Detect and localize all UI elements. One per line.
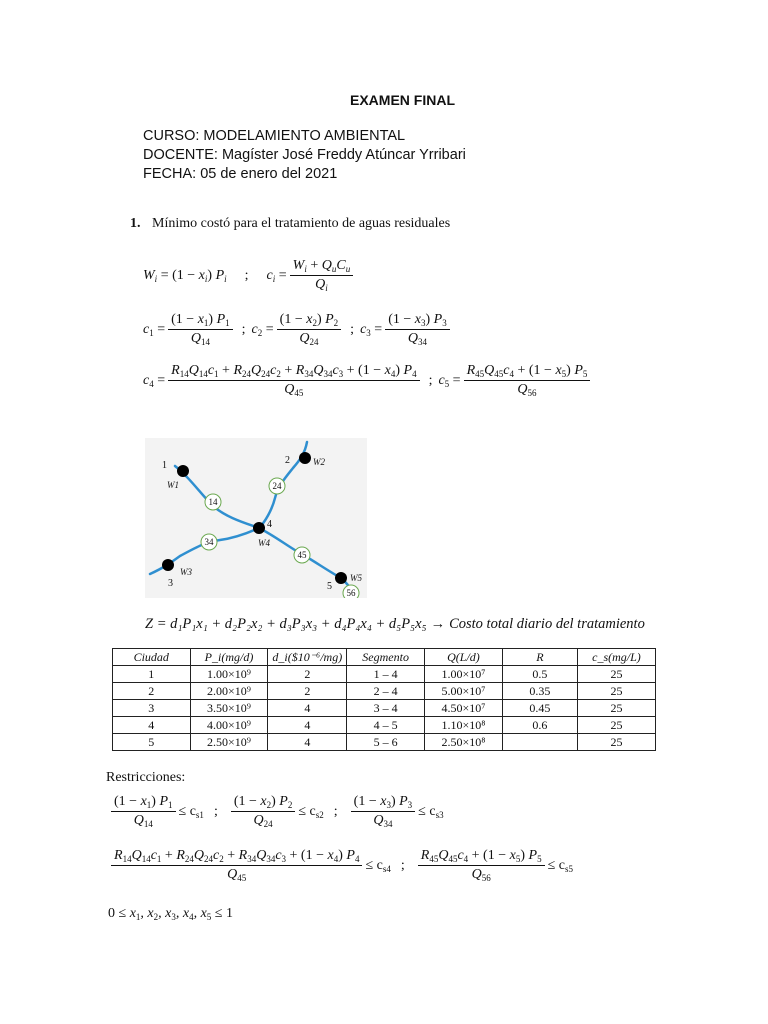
table-cell: 1 – 4 (347, 666, 425, 683)
table-cell: 5 – 6 (347, 734, 425, 751)
node-number-4: 4 (267, 519, 272, 530)
table-row (113, 666, 656, 683)
table-cell: 4 (268, 700, 347, 717)
problem-number: 1. (130, 216, 141, 231)
table-cell: 4.00×10⁹ (190, 717, 268, 734)
table-cell: 0.5 (502, 666, 577, 683)
problem-statement: Mínimo costó para el tratamiento de aguas residuales (152, 216, 451, 231)
table-cell: 1 (113, 666, 191, 683)
table-cell: 3 – 4 (347, 700, 425, 717)
table-cell: 2.50×10⁸ (425, 734, 503, 751)
exam-title: EXAMEN FINAL (350, 92, 455, 108)
restriction-bounds: $0 \le x_1$, $x_2$, $x_3$, $x_4$, $x_5 \le 1$ (108, 906, 233, 922)
segment-label-34: 34 (204, 537, 214, 547)
node-4-marker (253, 522, 265, 534)
table-cell: 25 (577, 666, 655, 683)
node-load-w2: W2 (313, 457, 325, 467)
equation-c1-c2-c3: $c_1$ = $\frac{(1 - x_1) P_1}{Q_{14}}$ ; $c_2$ = $\frac{(1 - x_2) P_2}{Q_{24}}$ ; $c_3$ = $\frac{(1 - x_3) P_3}{Q_{34}}$ (143, 312, 453, 347)
city-data-table (112, 648, 656, 751)
col-r: R (502, 649, 577, 666)
node-number-5: 5 (327, 581, 332, 592)
table-cell: 25 (577, 700, 655, 717)
restriction-row-1: $\frac{(1 - x_1) P_1}{Q_{14}}$ ≤ $c_{s1}$ ; $\frac{(1 - x_2) P_2}{Q_{24}}$ ≤ $c_{s2}$ ; $\frac{(1 - x_3) P_3}{Q_{34}}$ ≤ $c_{s3}$ (108, 794, 444, 829)
table-cell: 25 (577, 734, 655, 751)
objective-lhs: Z = d₁P₁x₁ + d₂P₂x₂ + d₃P₃x₃ + d₄P₄x₄ + d₅P₅x₅ (145, 616, 427, 632)
table-cell: 3.50×10⁹ (190, 700, 268, 717)
segment-label-56: 56 (346, 588, 356, 598)
col-ciudad: Ciudad (113, 649, 191, 666)
table-cell: 4 – 5 (347, 717, 425, 734)
table-cell: 2 – 4 (347, 683, 425, 700)
date-line: FECHA: 05 de enero del 2021 (143, 166, 338, 182)
col-cs: c_s(mg/L) (577, 649, 655, 666)
table-row (113, 683, 656, 700)
table-cell: 1.10×10⁸ (425, 717, 503, 734)
table-cell: 5 (113, 734, 191, 751)
col-flow: Q(L/d) (425, 649, 503, 666)
segment-label-24: 24 (272, 481, 282, 491)
objective-arrow: → (430, 616, 446, 632)
table-cell: 1.00×10⁷ (425, 666, 503, 683)
node-load-w4: W4 (258, 538, 270, 548)
col-cost: d_i($10⁻⁶/mg) (268, 649, 347, 666)
table-cell: 4 (113, 717, 191, 734)
course-line: CURSO: MODELAMIENTO AMBIENTAL (143, 128, 406, 144)
equation-c4-c5: $c_4$ = $\frac{R_{14}Q_{14}c_1 + R_{24}Q_{24}c_2 + R_{34}Q_{34}c_3 + (1 - x_4) P_4}{Q_{45}}$ ; $c_5$ = $\frac{R_{45}Q_{45}c_4 + (1 - x_5) P_5}{Q_{56}}$ (143, 363, 593, 398)
node-1-marker (177, 465, 189, 477)
col-segment: Segmento (347, 649, 425, 666)
table-cell: 4 (268, 734, 347, 751)
table-cell: 25 (577, 717, 655, 734)
node-load-w3: W3 (180, 567, 192, 577)
table-cell: 25 (577, 683, 655, 700)
node-5-marker (335, 572, 347, 584)
objective-description: Costo total diario del tratamiento (449, 616, 645, 632)
objective-function (145, 616, 645, 633)
table-header-row (113, 649, 656, 666)
teacher-line: DOCENTE: Magíster José Freddy Atúncar Yrribari (143, 147, 466, 163)
table-cell: 2 (268, 666, 347, 683)
node-2-marker (299, 452, 311, 464)
table-cell: 2 (268, 683, 347, 700)
node-number-1: 1 (162, 460, 167, 471)
equation-wi-ci: $W_i = (1 - x_i)$ $P_i$ ; $c_i$ = $\frac{W_i + Q_uC_u}{Q_i}$ (143, 258, 356, 293)
table-cell: 4 (268, 717, 347, 734)
segment-label-45: 45 (297, 550, 307, 560)
node-number-2: 2 (285, 455, 290, 466)
table-row (113, 734, 656, 751)
segment-label-14: 14 (208, 497, 218, 507)
table-cell: 0.35 (502, 683, 577, 700)
table-cell: 2.00×10⁹ (190, 683, 268, 700)
table-cell: 4.50×10⁷ (425, 700, 503, 717)
table-row (113, 700, 656, 717)
table-cell: 1.00×10⁹ (190, 666, 268, 683)
table-cell: 0.45 (502, 700, 577, 717)
col-load: P_i(mg/d) (190, 649, 268, 666)
table-cell: 5.00×10⁷ (425, 683, 503, 700)
table-cell: 0.6 (502, 717, 577, 734)
node-load-w5: W5 (350, 573, 362, 583)
restriction-row-2: $\frac{R_{14}Q_{14}c_1 + R_{24}Q_{24}c_2 + R_{34}Q_{34}c_3 + (1 - x_4) P_4}{Q_{45}}$ ≤ $c_{s4}$ ; $\frac{R_{45}Q_{45}c_4 + (1 - x_5) P_5}{Q_{56}}$ ≤ $c_{s5}$ (108, 848, 573, 883)
table-cell: 3 (113, 700, 191, 717)
river-network-figure (145, 438, 367, 598)
table-cell: 2.50×10⁹ (190, 734, 268, 751)
table-cell (502, 734, 577, 751)
node-number-3: 3 (168, 578, 173, 589)
table-row (113, 717, 656, 734)
node-load-w1: W1 (167, 480, 179, 490)
restrictions-label: Restricciones: (106, 770, 186, 785)
table-cell: 2 (113, 683, 191, 700)
node-3-marker (162, 559, 174, 571)
